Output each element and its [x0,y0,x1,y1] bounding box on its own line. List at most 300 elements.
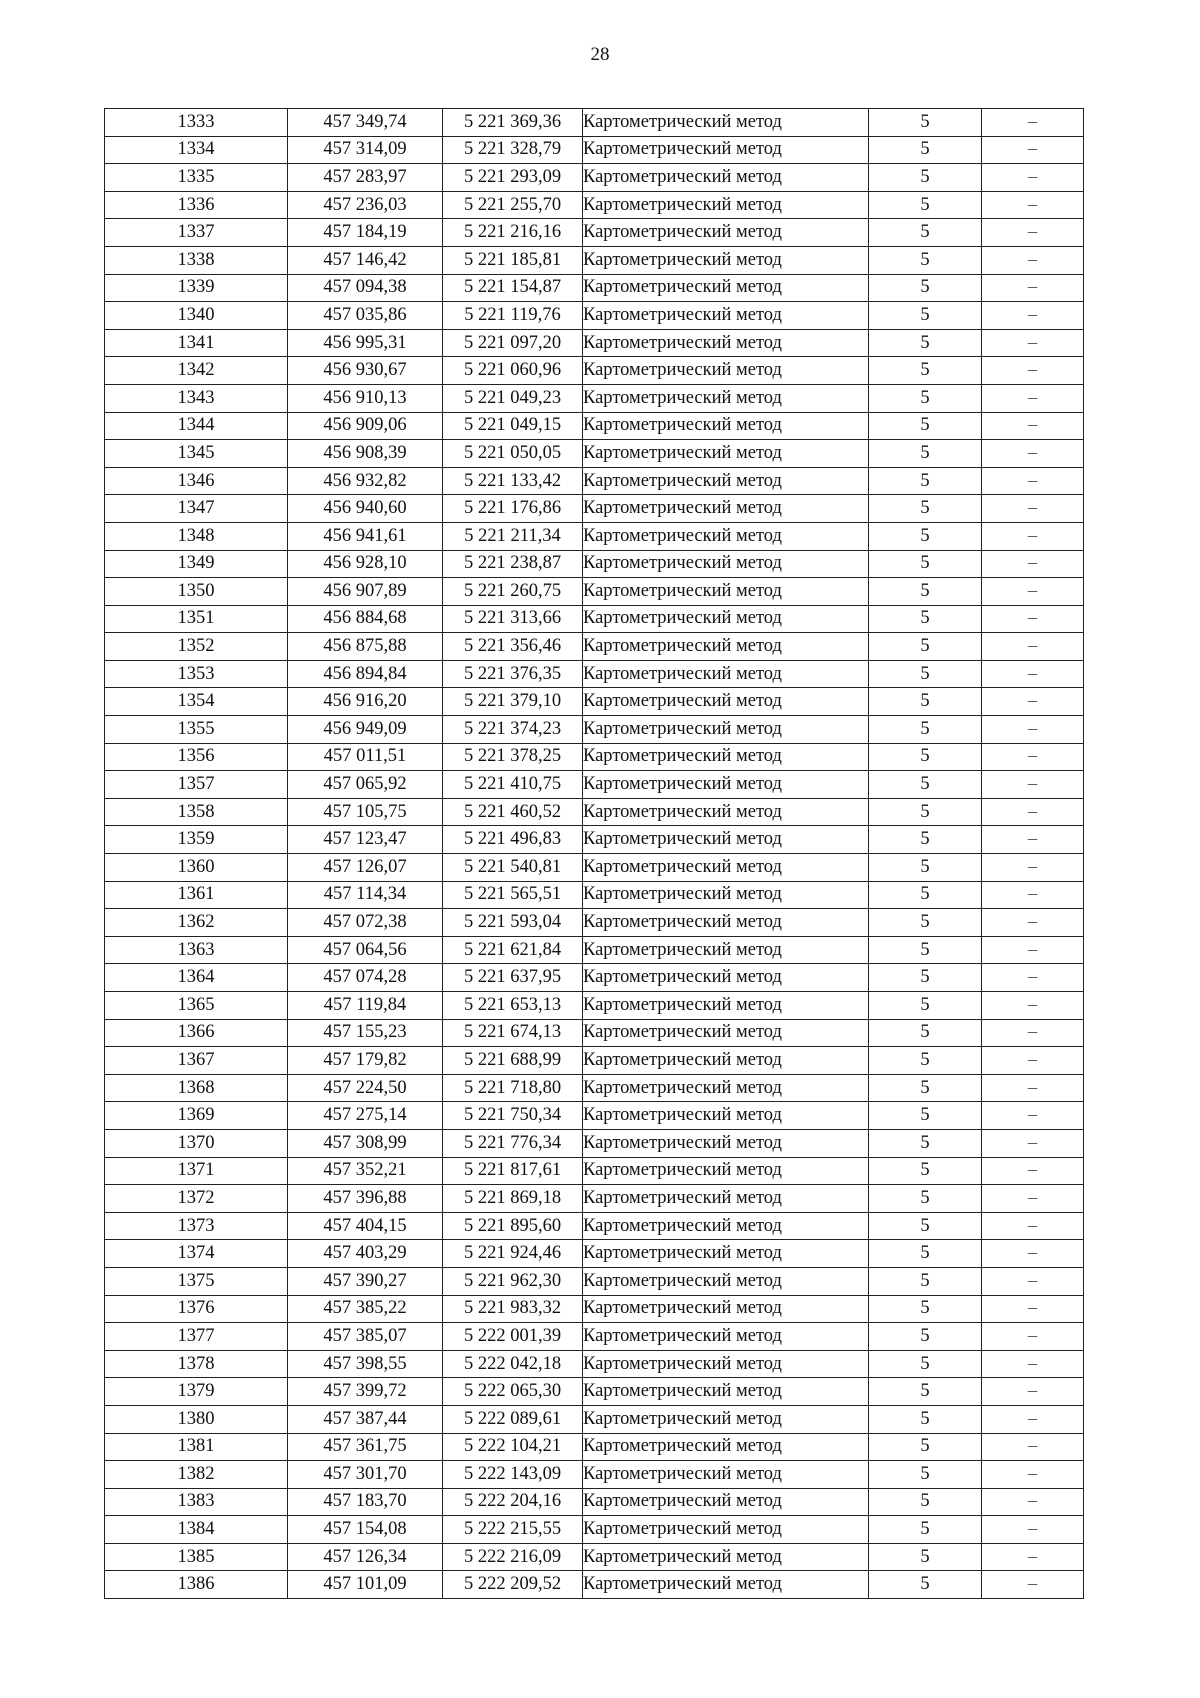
y-coordinate-cell: 5 221 962,30 [443,1267,583,1295]
y-coordinate-cell: 5 221 211,34 [443,522,583,550]
y-coordinate-cell: 5 221 750,34 [443,1102,583,1130]
table-row [105,219,1084,247]
table-row [105,412,1084,440]
x-coordinate-cell: 457 385,22 [288,1295,443,1323]
table-row [105,660,1084,688]
extra-cell: – [982,550,1084,578]
extra-cell: – [982,633,1084,661]
extra-cell: – [982,1323,1084,1351]
x-coordinate-cell: 456 928,10 [288,550,443,578]
accuracy-cell: 5 [869,992,982,1020]
extra-cell: – [982,688,1084,716]
y-coordinate-cell: 5 221 313,66 [443,605,583,633]
point-number-cell: 1378 [105,1350,288,1378]
method-cell: Картометрический метод [583,1074,869,1102]
y-coordinate-cell: 5 221 637,95 [443,964,583,992]
table-row [105,1488,1084,1516]
method-cell: Картометрический метод [583,440,869,468]
table-row [105,164,1084,192]
x-coordinate-cell: 457 399,72 [288,1378,443,1406]
y-coordinate-cell: 5 221 674,13 [443,1019,583,1047]
extra-cell: – [982,1405,1084,1433]
accuracy-cell: 5 [869,467,982,495]
y-coordinate-cell: 5 221 255,70 [443,191,583,219]
x-coordinate-cell: 456 907,89 [288,578,443,606]
point-number-cell: 1342 [105,357,288,385]
accuracy-cell: 5 [869,136,982,164]
accuracy-cell: 5 [869,1129,982,1157]
point-number-cell: 1352 [105,633,288,661]
table-row [105,1185,1084,1213]
table-row [105,992,1084,1020]
method-cell: Картометрический метод [583,798,869,826]
x-coordinate-cell: 456 894,84 [288,660,443,688]
method-cell: Картометрический метод [583,1212,869,1240]
accuracy-cell: 5 [869,1405,982,1433]
x-coordinate-cell: 457 301,70 [288,1461,443,1489]
method-cell: Картометрический метод [583,219,869,247]
x-coordinate-cell: 457 146,42 [288,246,443,274]
x-coordinate-cell: 456 940,60 [288,495,443,523]
accuracy-cell: 5 [869,384,982,412]
method-cell: Картометрический метод [583,633,869,661]
extra-cell: – [982,1295,1084,1323]
x-coordinate-cell: 457 094,38 [288,274,443,302]
extra-cell: – [982,660,1084,688]
table-row [105,605,1084,633]
extra-cell: – [982,1074,1084,1102]
method-cell: Картометрический метод [583,1323,869,1351]
extra-cell: – [982,854,1084,882]
x-coordinate-cell: 457 308,99 [288,1129,443,1157]
table-row [105,136,1084,164]
table-row [105,1019,1084,1047]
accuracy-cell: 5 [869,1516,982,1544]
y-coordinate-cell: 5 221 924,46 [443,1240,583,1268]
y-coordinate-cell: 5 221 185,81 [443,246,583,274]
x-coordinate-cell: 457 035,86 [288,302,443,330]
method-cell: Картометрический метод [583,1516,869,1544]
accuracy-cell: 5 [869,440,982,468]
point-number-cell: 1338 [105,246,288,274]
method-cell: Картометрический метод [583,1433,869,1461]
point-number-cell: 1380 [105,1405,288,1433]
x-coordinate-cell: 457 224,50 [288,1074,443,1102]
y-coordinate-cell: 5 221 565,51 [443,881,583,909]
accuracy-cell: 5 [869,743,982,771]
x-coordinate-cell: 457 101,09 [288,1571,443,1599]
x-coordinate-cell: 457 236,03 [288,191,443,219]
extra-cell: – [982,1516,1084,1544]
accuracy-cell: 5 [869,771,982,799]
x-coordinate-cell: 457 011,51 [288,743,443,771]
table-row [105,1240,1084,1268]
y-coordinate-cell: 5 222 089,61 [443,1405,583,1433]
point-number-cell: 1359 [105,826,288,854]
table-row [105,826,1084,854]
extra-cell: – [982,909,1084,937]
accuracy-cell: 5 [869,495,982,523]
point-number-cell: 1361 [105,881,288,909]
x-coordinate-cell: 457 123,47 [288,826,443,854]
table-row [105,440,1084,468]
point-number-cell: 1357 [105,771,288,799]
method-cell: Картометрический метод [583,854,869,882]
table-row [105,1129,1084,1157]
method-cell: Картометрический метод [583,384,869,412]
point-number-cell: 1377 [105,1323,288,1351]
y-coordinate-cell: 5 221 376,35 [443,660,583,688]
table-row [105,357,1084,385]
point-number-cell: 1346 [105,467,288,495]
accuracy-cell: 5 [869,274,982,302]
point-number-cell: 1370 [105,1129,288,1157]
accuracy-cell: 5 [869,716,982,744]
point-number-cell: 1355 [105,716,288,744]
method-cell: Картометрический метод [583,412,869,440]
point-number-cell: 1333 [105,109,288,137]
y-coordinate-cell: 5 222 209,52 [443,1571,583,1599]
point-number-cell: 1385 [105,1543,288,1571]
extra-cell: – [982,1157,1084,1185]
extra-cell: – [982,467,1084,495]
x-coordinate-cell: 457 349,74 [288,109,443,137]
x-coordinate-cell: 457 126,07 [288,854,443,882]
method-cell: Картометрический метод [583,1488,869,1516]
method-cell: Картометрический метод [583,1019,869,1047]
y-coordinate-cell: 5 221 869,18 [443,1185,583,1213]
point-number-cell: 1376 [105,1295,288,1323]
y-coordinate-cell: 5 221 540,81 [443,854,583,882]
point-number-cell: 1366 [105,1019,288,1047]
table-row [105,716,1084,744]
table-row [105,1378,1084,1406]
y-coordinate-cell: 5 222 065,30 [443,1378,583,1406]
extra-cell: – [982,440,1084,468]
table-row [105,1047,1084,1075]
extra-cell: – [982,1461,1084,1489]
method-cell: Картометрический метод [583,909,869,937]
y-coordinate-cell: 5 221 049,23 [443,384,583,412]
table-row [105,384,1084,412]
accuracy-cell: 5 [869,1185,982,1213]
method-cell: Картометрический метод [583,992,869,1020]
method-cell: Картометрический метод [583,1047,869,1075]
accuracy-cell: 5 [869,550,982,578]
x-coordinate-cell: 457 398,55 [288,1350,443,1378]
extra-cell: – [982,109,1084,137]
table-row [105,191,1084,219]
table-row [105,771,1084,799]
accuracy-cell: 5 [869,1074,982,1102]
point-number-cell: 1373 [105,1212,288,1240]
y-coordinate-cell: 5 221 496,83 [443,826,583,854]
y-coordinate-cell: 5 221 776,34 [443,1129,583,1157]
accuracy-cell: 5 [869,1267,982,1295]
point-number-cell: 1368 [105,1074,288,1102]
y-coordinate-cell: 5 221 460,52 [443,798,583,826]
extra-cell: – [982,1240,1084,1268]
method-cell: Картометрический метод [583,1267,869,1295]
extra-cell: – [982,302,1084,330]
x-coordinate-cell: 457 072,38 [288,909,443,937]
point-number-cell: 1382 [105,1461,288,1489]
y-coordinate-cell: 5 222 204,16 [443,1488,583,1516]
method-cell: Картометрический метод [583,136,869,164]
y-coordinate-cell: 5 221 983,32 [443,1295,583,1323]
accuracy-cell: 5 [869,1212,982,1240]
y-coordinate-cell: 5 222 143,09 [443,1461,583,1489]
method-cell: Картометрический метод [583,550,869,578]
y-coordinate-cell: 5 221 653,13 [443,992,583,1020]
x-coordinate-cell: 457 387,44 [288,1405,443,1433]
extra-cell: – [982,274,1084,302]
point-number-cell: 1364 [105,964,288,992]
point-number-cell: 1379 [105,1378,288,1406]
accuracy-cell: 5 [869,1157,982,1185]
x-coordinate-cell: 457 361,75 [288,1433,443,1461]
x-coordinate-cell: 456 932,82 [288,467,443,495]
table-row [105,688,1084,716]
y-coordinate-cell: 5 221 369,36 [443,109,583,137]
accuracy-cell: 5 [869,1543,982,1571]
method-cell: Картометрический метод [583,274,869,302]
x-coordinate-cell: 456 910,13 [288,384,443,412]
extra-cell: – [982,522,1084,550]
y-coordinate-cell: 5 221 895,60 [443,1212,583,1240]
x-coordinate-cell: 457 154,08 [288,1516,443,1544]
accuracy-cell: 5 [869,964,982,992]
table-row [105,495,1084,523]
point-number-cell: 1349 [105,550,288,578]
table-row [105,743,1084,771]
method-cell: Картометрический метод [583,246,869,274]
table-row [105,109,1084,137]
x-coordinate-cell: 456 908,39 [288,440,443,468]
method-cell: Картометрический метод [583,964,869,992]
method-cell: Картометрический метод [583,1240,869,1268]
extra-cell: – [982,412,1084,440]
accuracy-cell: 5 [869,1102,982,1130]
y-coordinate-cell: 5 221 154,87 [443,274,583,302]
method-cell: Картометрический метод [583,1543,869,1571]
point-number-cell: 1347 [105,495,288,523]
extra-cell: – [982,716,1084,744]
extra-cell: – [982,1019,1084,1047]
method-cell: Картометрический метод [583,743,869,771]
table-row [105,1516,1084,1544]
method-cell: Картометрический метод [583,826,869,854]
table-row [105,1267,1084,1295]
y-coordinate-cell: 5 221 378,25 [443,743,583,771]
y-coordinate-cell: 5 221 379,10 [443,688,583,716]
point-number-cell: 1367 [105,1047,288,1075]
extra-cell: – [982,329,1084,357]
extra-cell: – [982,357,1084,385]
y-coordinate-cell: 5 221 133,42 [443,467,583,495]
extra-cell: – [982,1047,1084,1075]
accuracy-cell: 5 [869,357,982,385]
method-cell: Картометрический метод [583,936,869,964]
method-cell: Картометрический метод [583,1461,869,1489]
point-number-cell: 1334 [105,136,288,164]
point-number-cell: 1336 [105,191,288,219]
extra-cell: – [982,384,1084,412]
x-coordinate-cell: 457 114,34 [288,881,443,909]
method-cell: Картометрический метод [583,164,869,192]
point-number-cell: 1344 [105,412,288,440]
table-row [105,1571,1084,1599]
extra-cell: – [982,964,1084,992]
table-row [105,633,1084,661]
method-cell: Картометрический метод [583,578,869,606]
method-cell: Картометрический метод [583,357,869,385]
point-number-cell: 1371 [105,1157,288,1185]
x-coordinate-cell: 457 119,84 [288,992,443,1020]
table-row [105,964,1084,992]
method-cell: Картометрический метод [583,1129,869,1157]
y-coordinate-cell: 5 221 817,61 [443,1157,583,1185]
table-row [105,329,1084,357]
table-row [105,1350,1084,1378]
point-number-cell: 1365 [105,992,288,1020]
accuracy-cell: 5 [869,1240,982,1268]
accuracy-cell: 5 [869,1378,982,1406]
point-number-cell: 1351 [105,605,288,633]
point-number-cell: 1384 [105,1516,288,1544]
point-number-cell: 1362 [105,909,288,937]
x-coordinate-cell: 457 283,97 [288,164,443,192]
table-row [105,1433,1084,1461]
x-coordinate-cell: 457 184,19 [288,219,443,247]
method-cell: Картометрический метод [583,660,869,688]
point-number-cell: 1337 [105,219,288,247]
page-number: 28 [590,44,610,65]
point-number-cell: 1386 [105,1571,288,1599]
point-number-cell: 1335 [105,164,288,192]
y-coordinate-cell: 5 221 050,05 [443,440,583,468]
point-number-cell: 1343 [105,384,288,412]
accuracy-cell: 5 [869,1433,982,1461]
method-cell: Картометрический метод [583,1295,869,1323]
y-coordinate-cell: 5 222 042,18 [443,1350,583,1378]
accuracy-cell: 5 [869,329,982,357]
extra-cell: – [982,743,1084,771]
point-number-cell: 1374 [105,1240,288,1268]
method-cell: Картометрический метод [583,605,869,633]
extra-cell: – [982,1543,1084,1571]
x-coordinate-cell: 456 930,67 [288,357,443,385]
x-coordinate-cell: 457 105,75 [288,798,443,826]
point-number-cell: 1345 [105,440,288,468]
accuracy-cell: 5 [869,854,982,882]
extra-cell: – [982,798,1084,826]
table-row [105,1543,1084,1571]
extra-cell: – [982,605,1084,633]
method-cell: Картометрический метод [583,771,869,799]
method-cell: Картометрический метод [583,495,869,523]
y-coordinate-cell: 5 221 097,20 [443,329,583,357]
method-cell: Картометрический метод [583,1157,869,1185]
point-number-cell: 1356 [105,743,288,771]
table-row [105,881,1084,909]
table-row [105,1461,1084,1489]
accuracy-cell: 5 [869,1323,982,1351]
y-coordinate-cell: 5 221 688,99 [443,1047,583,1075]
x-coordinate-cell: 457 179,82 [288,1047,443,1075]
x-coordinate-cell: 457 396,88 [288,1185,443,1213]
table-row [105,578,1084,606]
extra-cell: – [982,219,1084,247]
extra-cell: – [982,992,1084,1020]
table-row [105,302,1084,330]
point-number-cell: 1383 [105,1488,288,1516]
accuracy-cell: 5 [869,660,982,688]
point-number-cell: 1375 [105,1267,288,1295]
method-cell: Картометрический метод [583,1571,869,1599]
point-number-cell: 1339 [105,274,288,302]
accuracy-cell: 5 [869,302,982,330]
extra-cell: – [982,1102,1084,1130]
point-number-cell: 1372 [105,1185,288,1213]
extra-cell: – [982,1185,1084,1213]
point-number-cell: 1360 [105,854,288,882]
accuracy-cell: 5 [869,1019,982,1047]
extra-cell: – [982,1350,1084,1378]
extra-cell: – [982,136,1084,164]
accuracy-cell: 5 [869,246,982,274]
x-coordinate-cell: 456 909,06 [288,412,443,440]
table-row [105,1212,1084,1240]
extra-cell: – [982,826,1084,854]
y-coordinate-cell: 5 221 356,46 [443,633,583,661]
method-cell: Картометрический метод [583,1350,869,1378]
x-coordinate-cell: 457 183,70 [288,1488,443,1516]
point-number-cell: 1350 [105,578,288,606]
extra-cell: – [982,1571,1084,1599]
accuracy-cell: 5 [869,909,982,937]
method-cell: Картометрический метод [583,688,869,716]
accuracy-cell: 5 [869,219,982,247]
extra-cell: – [982,1488,1084,1516]
x-coordinate-cell: 456 941,61 [288,522,443,550]
table-row [105,274,1084,302]
accuracy-cell: 5 [869,881,982,909]
accuracy-cell: 5 [869,522,982,550]
accuracy-cell: 5 [869,688,982,716]
y-coordinate-cell: 5 221 621,84 [443,936,583,964]
table-row [105,1102,1084,1130]
accuracy-cell: 5 [869,109,982,137]
method-cell: Картометрический метод [583,1185,869,1213]
table-row [105,550,1084,578]
method-cell: Картометрический метод [583,329,869,357]
x-coordinate-cell: 457 404,15 [288,1212,443,1240]
x-coordinate-cell: 457 065,92 [288,771,443,799]
extra-cell: – [982,246,1084,274]
extra-cell: – [982,1433,1084,1461]
x-coordinate-cell: 457 314,09 [288,136,443,164]
accuracy-cell: 5 [869,798,982,826]
extra-cell: – [982,771,1084,799]
table-row [105,936,1084,964]
x-coordinate-cell: 456 875,88 [288,633,443,661]
y-coordinate-cell: 5 222 001,39 [443,1323,583,1351]
accuracy-cell: 5 [869,191,982,219]
accuracy-cell: 5 [869,1571,982,1599]
table-row [105,854,1084,882]
x-coordinate-cell: 456 884,68 [288,605,443,633]
